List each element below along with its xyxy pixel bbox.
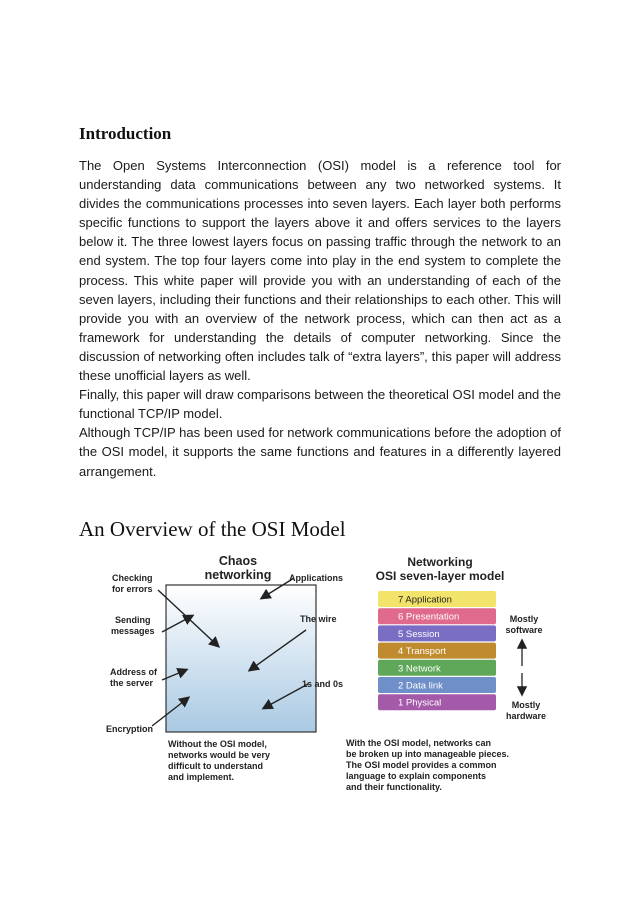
label-address-line2: the server: [110, 678, 154, 688]
introduction-heading: Introduction: [79, 124, 172, 143]
osi-caption-line1: With the OSI model, networks can: [346, 738, 491, 748]
osi-caption-line2: be broken up into manageable pieces.: [346, 749, 510, 759]
label-sending-line2: messages: [111, 626, 155, 636]
osi-layer-label: 5 Session: [398, 628, 440, 640]
osi-caption-line5: and their functionality.: [346, 782, 442, 792]
intro-paragraph-3: Although TCP/IP has been used for network communications before the adoption of the OSI model, it supports the same functions and features in a differently layered arrangement.: [79, 425, 561, 479]
label-encryption: Encryption: [106, 724, 154, 734]
overview-heading: An Overview of the OSI Model: [79, 517, 346, 541]
label-address-line1: Address of: [110, 667, 158, 677]
osi-caption-line3: The OSI model provides a common: [346, 760, 497, 770]
intro-paragraph-1: The Open Systems Interconnection (OSI) model is a reference tool for understanding data communications between any two networked systems. It divides the communications processes into seven layers. Each layer both performs specific functions to support the layers above it and offers services to the layers below it. The three lowest layers focus on passing traffic through the network to an end system. The top four layers come into play in the end system to complete the process. This white paper will provide you with an understanding of each of the seven layers, including their functions and their relationships to each other. This will provide you with an overview of the network process, which can then act as a framework for understanding the details of computer networking. Since the discussion of networking often includes talk of “extra layers”, this paper will address these unofficial layers as well.: [79, 158, 561, 384]
label-sending-line1: Sending: [115, 615, 151, 625]
chaos-title-line2: networking: [204, 568, 272, 582]
osi-layer-label: 3 Network: [398, 663, 441, 675]
label-the-wire: The wire: [300, 614, 337, 624]
osi-figure-svg: [98, 548, 568, 808]
mostly-software-line1: Mostly: [509, 614, 539, 624]
label-checking-line2: for errors: [112, 584, 153, 594]
label-checking-line1: Checking: [112, 573, 153, 583]
osi-title-line1: Networking: [407, 555, 473, 569]
label-applications: Applications: [289, 573, 344, 583]
mostly-hardware-line1: Mostly: [511, 700, 541, 710]
osi-layer-label: 6 Presentation: [398, 611, 460, 623]
osi-layer-label: 2 Data link: [398, 680, 443, 692]
chaos-caption-line4: and implement.: [168, 772, 235, 782]
intro-paragraph-2: Finally, this paper will draw comparisons between the theoretical OSI model and the functional TCP/IP model.: [79, 387, 561, 422]
chaos-caption-line3: difficult to understand: [168, 761, 263, 771]
chaos-title-line1: Chaos: [218, 554, 258, 568]
chaos-network-box: [166, 585, 316, 732]
osi-caption-line4: language to explain components: [346, 771, 487, 781]
osi-layer-label: 1 Physical: [398, 697, 442, 709]
chaos-caption-line2: networks would be very: [168, 750, 271, 760]
chaos-caption-line1: Without the OSI model,: [168, 739, 267, 749]
mostly-software-line2: software: [505, 625, 543, 635]
label-ones-zeros: 1s and 0s: [302, 679, 344, 689]
introduction-body: [79, 156, 561, 481]
mostly-hardware-line2: hardware: [505, 711, 547, 721]
osi-layer-label: 7 Application: [398, 594, 452, 606]
osi-layer-stack: [378, 591, 496, 710]
osi-layer-label: 4 Transport: [398, 646, 447, 658]
osi-title-line2: OSI seven-layer model: [375, 569, 505, 583]
osi-comparison-figure: [98, 548, 568, 808]
